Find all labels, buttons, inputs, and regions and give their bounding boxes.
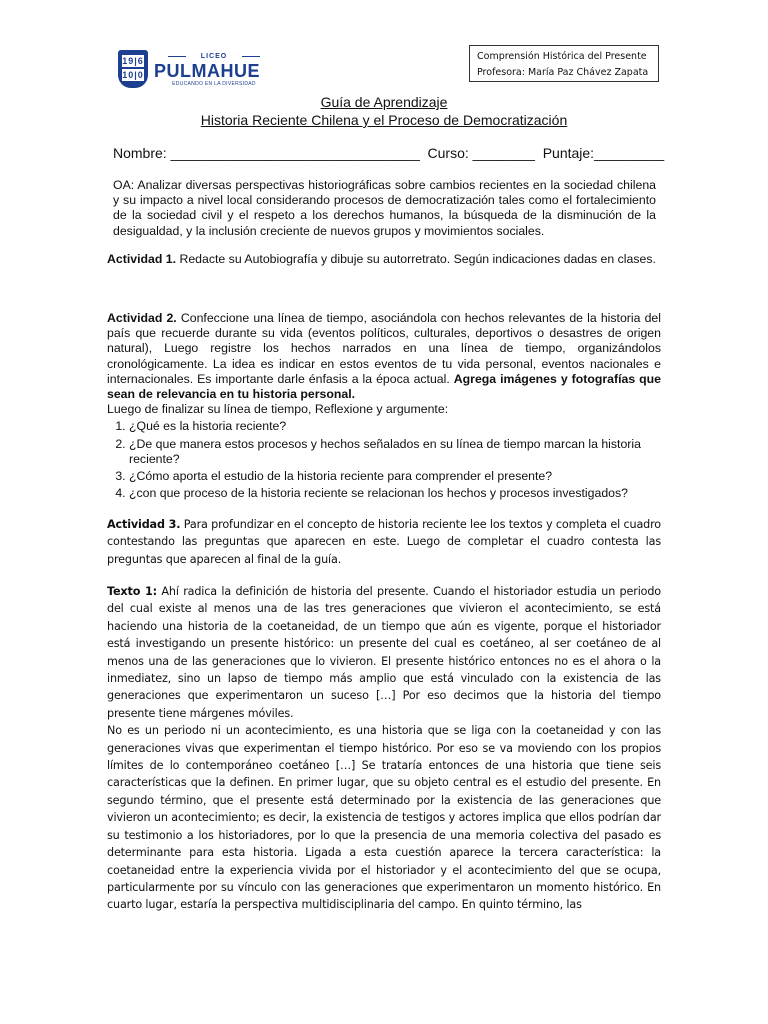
learning-objective: OA: Analizar diversas perspectivas historiográficas sobre cambios recientes en la sociedad chilena y su impacto a nivel local considerando procesos de democratización tales como el fortalecimiento de la sociedad civil y el respeto a los derechos humanos, la búsqueda de la disminución de la desigualdad, y la inclusión creciente de nuevos grupos y movimientos sociales. [113, 178, 656, 238]
question-1: 1. ¿Qué es la historia reciente? [129, 419, 661, 434]
logo-year-top: 19|6 [122, 56, 144, 66]
text-1-paragraph-1 [107, 583, 661, 722]
course-info-box [469, 45, 659, 82]
question-4: 4. ¿con que proceso de la historia reciente se relacionan los hechos y procesos investigados? [129, 486, 661, 501]
logo-year-bottom: 10|0 [122, 70, 144, 80]
school-logo [118, 50, 258, 90]
activity-3 [107, 516, 661, 568]
guide-subtitle: Historia Reciente Chilena y el Proceso de Democratización [200, 112, 568, 128]
student-fields: Nombre: ________________________________ Curso: ________ Puntaje:_________ [113, 145, 665, 161]
activity-2-reflect-intro: Luego de finalizar su línea de tiempo, Reflexione y argumente: [107, 402, 449, 417]
logo-tagline: EDUCANDO EN LA DIVERSIDAD [172, 81, 256, 87]
teacher-name: Profesora: María Paz Chávez Zapata [477, 67, 649, 78]
activity-2-text: Confeccione una línea de tiempo, asociándola con hechos relevantes de la historia del país que recuerde durante su vida (eventos políticos, culturales, deportivos o desastres de origen natural), Luego registre los hechos narrados en una línea de tiempo, organizándolos cronológicamente. La idea es indicar en estos eventos de tu vida personal, eventos nacionales e internacionales. Es importante darle énfasis a la época actual. [107, 311, 661, 386]
shield-icon [118, 50, 148, 88]
text-1-label: Texto 1: [107, 585, 157, 598]
activity-3-text: Para profundizar en el concepto de historia reciente lee los textos y completa el cuadro contestando las preguntas que aparecen en este. Luego de completar el cuadro contesta las preguntas que aparecen al final de la guía. [107, 518, 661, 566]
activity-2-bold-text: Agrega imágenes y fotografías que sean de relevancia en tu historia personal. [107, 371, 661, 402]
activity-1 [107, 252, 661, 267]
activity-2 [107, 311, 661, 503]
activity-3-label: Actividad 3. [107, 518, 181, 531]
text-1-p1: Ahí radica la definición de historia del presente. Cuando el historiador estudia un periodo del cual existe al menos una de las tres generaciones que vivieron el acontecimiento, se está haciendo una historia de la coetaneidad, de un tiempo que aún es vigente, porque el historiador está investigando un presente histórico: un presente del cual es coetáneo, al ser coetáneo de al menos una de las generaciones que lo vivieron. El presente histórico entonces no es el ahora o la inmediatez, sino un lapso de tiempo más amplio que está vinculado con la existencia de las generaciones que experimentaron un suceso […] Por eso decimos que la historia del tiempo presente tiene márgenes móviles. [107, 585, 661, 720]
activity-1-label: Actividad 1. [107, 252, 177, 266]
logo-liceo: LICEO [200, 53, 228, 60]
text-1-paragraph-2: No es un periodo ni un acontecimiento, es una historia que se liga con la coetaneidad y con las generaciones vivas que experimentan el tiempo histórico. Por eso se va moviendo con los propios límites de lo contemporáneo coetáneo […] Se trataría entonces de una historia que tiene seis características que la definen. En primer lugar, que su objeto central es el estudio del presente. En segundo término, que el presente está determinado por la existencia de las generaciones que vivieron un acontecimiento; es decir, la existencia de testigos y actores implica que ellos podrían dar su testimonio a los historiadores, por lo que la presencia de una memoria colectiva del pasado es determinante para esta historia. Ligada a esta cuestión aparece la tercera característica: la coetaneidad entre la experiencia vivida por el historiador y el acontecimiento del que se ocupa, particularmente por su vínculo con las generaciones que experimentaron un momento histórico. En cuarto lugar, estaría la perspectiva multidisciplinaria del campo. En quinto término, las [107, 724, 661, 912]
activity-1-text: Redacte su Autobiografía y dibuje su autorretrato. Según indicaciones dadas en clases. [176, 252, 656, 266]
question-2: 2. ¿De que manera estos procesos y hechos señalados en su línea de tiempo marcan la historia reciente? [129, 437, 661, 467]
reflection-questions [107, 419, 661, 501]
activity-2-label: Actividad 2. [107, 311, 177, 325]
course-name: Comprensión Histórica del Presente [477, 51, 647, 62]
guide-title: Guía de Aprendizaje [320, 94, 448, 110]
text-1 [107, 583, 661, 914]
question-3: 3. ¿Cómo aporta el estudio de la historia reciente para comprender el presente? [129, 469, 661, 484]
logo-pulmahue: PULMAHUE [154, 61, 260, 81]
